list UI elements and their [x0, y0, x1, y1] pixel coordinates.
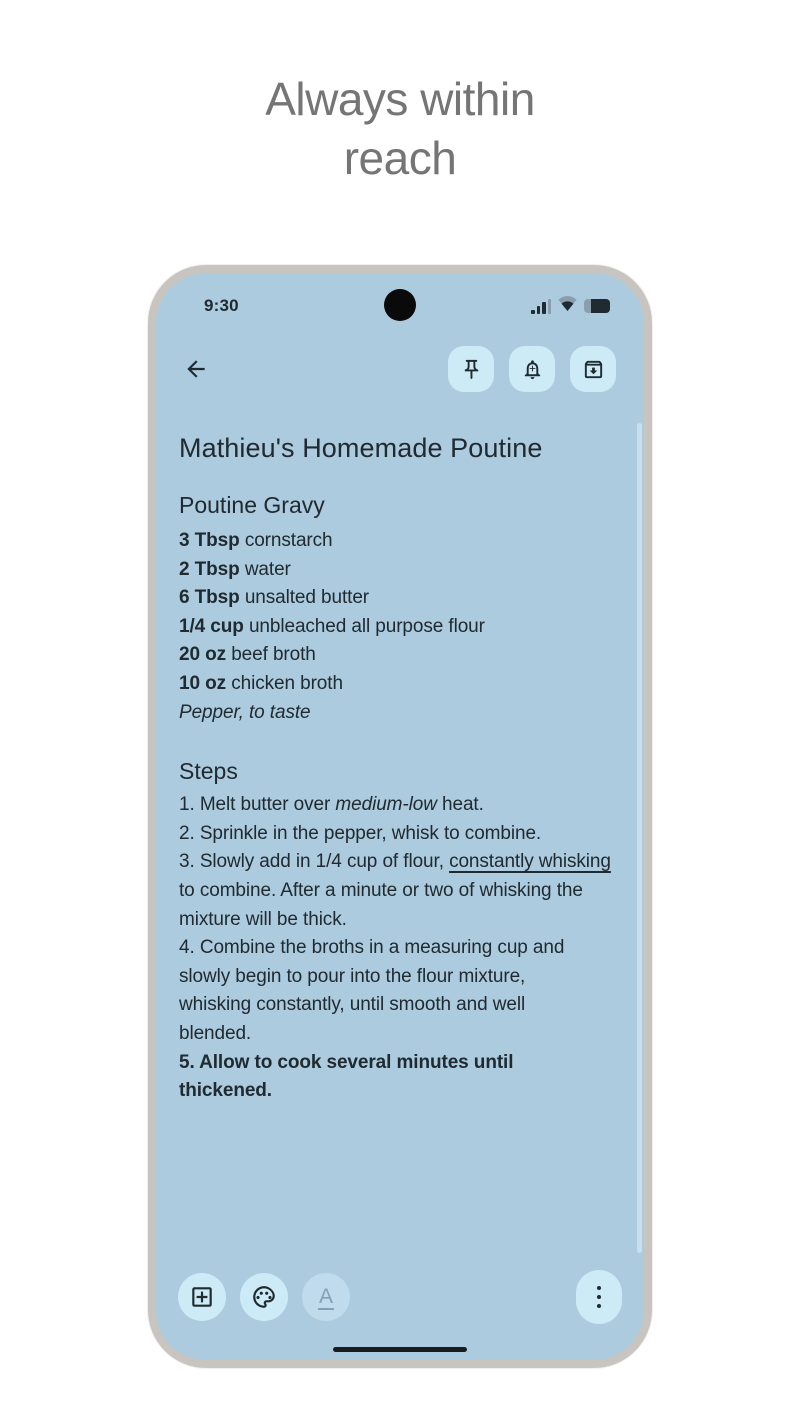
ingredient-line[interactable]: 10 oz chicken broth [179, 672, 343, 694]
back-button[interactable] [176, 349, 216, 389]
format-button[interactable] [302, 1273, 350, 1321]
bottom-toolbar [178, 1270, 622, 1324]
steps-heading[interactable]: Steps [179, 758, 238, 785]
step-line[interactable]: 4. Combine the broths in a measuring cup and [179, 937, 565, 959]
scrollbar[interactable] [637, 423, 642, 1253]
note-title[interactable]: Mathieu's Homemade Poutine [179, 433, 543, 463]
step-line[interactable]: 5. Allow to cook several minutes until [179, 1051, 514, 1073]
ingredient-line[interactable]: 1/4 cup unbleached all purpose flour [179, 615, 485, 637]
ingredients-heading[interactable]: Poutine Gravy [179, 492, 325, 518]
ingredient-line[interactable]: 3 Tbsp cornstarch [179, 530, 333, 551]
step-line[interactable]: whisking constantly, until smooth and well [179, 994, 526, 1016]
battery-icon [584, 299, 610, 313]
step-line[interactable]: blended. [179, 1022, 252, 1044]
ingredient-line[interactable]: 6 Tbsp unsalted butter [179, 587, 370, 609]
ingredient-list [179, 527, 631, 727]
ingredient-line[interactable]: 20 oz beef broth [179, 644, 316, 666]
step-line[interactable]: 1. Melt butter over medium-low heat. [179, 794, 484, 816]
step-line[interactable]: thickened. [179, 1080, 272, 1102]
step-line[interactable]: to combine. After a minute or two of whisking the [179, 879, 583, 901]
palette-icon [251, 1284, 277, 1310]
arrow-back-icon [183, 356, 209, 382]
phone-frame [148, 265, 652, 1368]
step-line[interactable]: mixture will be thick. [179, 908, 347, 930]
camera-punch-hole [384, 289, 416, 321]
status-time: 9:30 [204, 296, 239, 315]
home-indicator[interactable] [333, 1347, 467, 1352]
add-reminder-bell-icon [521, 358, 544, 381]
reminder-button[interactable] [509, 346, 555, 392]
ingredient-line[interactable]: Pepper, to taste [179, 701, 311, 723]
phone-screen [156, 273, 644, 1360]
add-box-icon [189, 1284, 215, 1310]
status-icons [531, 296, 610, 316]
pin-icon [460, 358, 483, 381]
app-bar-actions [448, 346, 616, 392]
wifi-icon [558, 296, 577, 316]
ingredient-line[interactable]: 2 Tbsp water [179, 558, 291, 580]
format-text-icon: A [318, 1284, 333, 1308]
more-options-button[interactable] [576, 1270, 622, 1324]
note-content[interactable] [179, 431, 631, 1106]
app-bar [176, 343, 616, 395]
step-line[interactable]: 3. Slowly add in 1/4 cup of flour, constantly whisking [179, 851, 611, 873]
add-button[interactable] [178, 1273, 226, 1321]
step-line[interactable]: 2. Sprinkle in the pepper, whisk to combine. [179, 822, 542, 844]
more-vertical-icon [597, 1286, 602, 1309]
page-heading: Always within reach [265, 73, 535, 184]
steps-list [179, 791, 631, 1106]
archive-icon [582, 358, 605, 381]
archive-button[interactable] [570, 346, 616, 392]
pin-button[interactable] [448, 346, 494, 392]
theme-button[interactable] [240, 1273, 288, 1321]
signal-icon [531, 299, 551, 314]
step-line[interactable]: slowly begin to pour into the flour mixture, [179, 965, 526, 987]
